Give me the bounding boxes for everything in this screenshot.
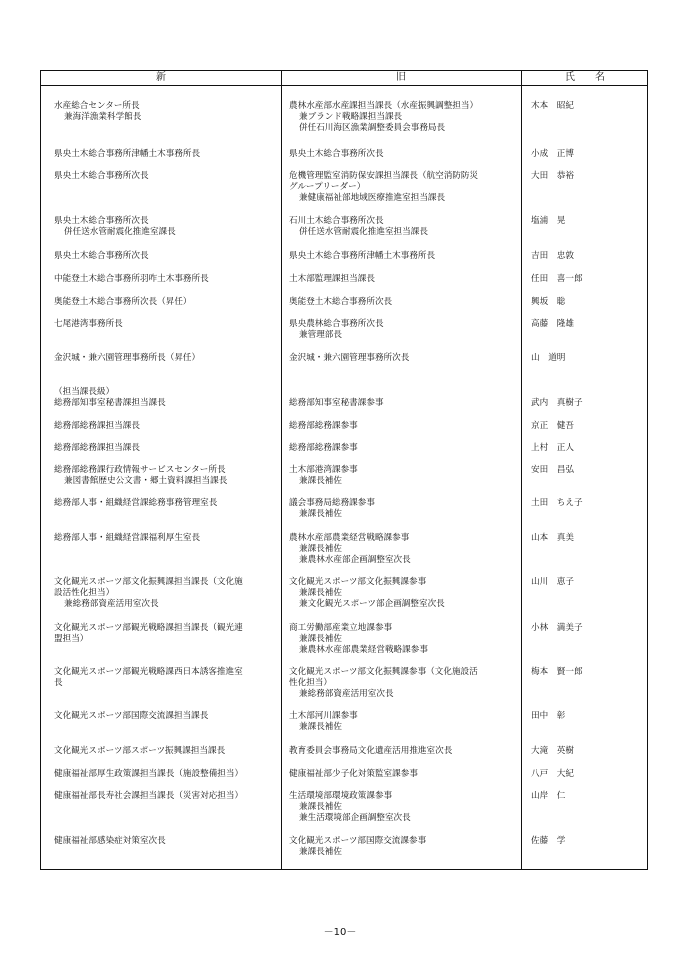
- old-position-line: 兼健康福祉部地域医療推進室担当課長: [299, 193, 446, 203]
- person-name-line: 大田 恭裕: [531, 171, 574, 181]
- old-position-line: 文化観光スポーツ部文化振興課参事（文化施設活: [289, 667, 478, 677]
- person-name: [531, 297, 641, 308]
- new-position: [54, 577, 280, 610]
- new-position-line: 水産総合センター所長: [54, 101, 140, 111]
- new-position: [54, 319, 280, 330]
- person-name-line: 上村 正人: [531, 443, 574, 453]
- new-position-line: 兼総務部資産活用室次長: [64, 599, 159, 609]
- old-position-line: 兼管理部長: [299, 330, 342, 340]
- old-position-line: 兼生活環境部企画調整室次長: [299, 813, 411, 823]
- old-position: [289, 387, 517, 409]
- old-position-line: 兼課長補佐: [299, 847, 342, 857]
- person-name: [531, 836, 641, 847]
- new-position: [54, 533, 280, 544]
- old-position-line: 兼課長補佐: [299, 588, 342, 598]
- old-position-line: 併任石川海区漁業調整委員会事務局長: [299, 123, 446, 133]
- person-name: [531, 623, 641, 634]
- person-name-line: 佐藤 学: [531, 836, 566, 846]
- header-old: 旧: [396, 72, 406, 83]
- new-position: [54, 171, 280, 182]
- new-position: [54, 421, 280, 432]
- person-name-line: 山 道明: [531, 353, 566, 363]
- person-name-line: 梅本 賢一郎: [531, 667, 583, 677]
- person-name: [531, 101, 641, 112]
- new-position: [54, 711, 280, 722]
- personnel-table: [40, 70, 648, 870]
- person-name-line: 大滝 英樹: [531, 746, 574, 756]
- old-position-line: 兼課長補佐: [299, 634, 342, 644]
- person-name-line: 小成 正博: [531, 149, 574, 159]
- new-position-line: 兼海洋漁業科学館長: [64, 112, 142, 122]
- old-position: [289, 465, 517, 487]
- old-position-line: 兼課長補佐: [299, 509, 342, 519]
- person-name: [531, 711, 641, 722]
- old-position-line: 健康福祉部少子化対策監室課参事: [289, 769, 418, 779]
- old-position-line: 生活環境部環境政策課参事: [289, 791, 393, 801]
- old-position-line: 奥能登土木総合事務所次長: [289, 297, 393, 307]
- person-name: [531, 791, 641, 802]
- new-position: [54, 498, 280, 509]
- new-position-line: 長: [54, 678, 63, 688]
- person-name-line: 高藤 隆雄: [531, 319, 574, 329]
- person-name-line: 武内 真樹子: [531, 398, 583, 408]
- person-name: [531, 465, 641, 476]
- old-position-line: 兼総務部資産活用室次長: [299, 689, 394, 699]
- new-position-line: 文化観光スポーツ部観光戦略課西日本誘客推進室: [54, 667, 243, 677]
- person-name: [531, 667, 641, 678]
- new-position-line: 文化観光スポーツ部文化振興課担当課長（文化施: [54, 577, 243, 587]
- old-position-line: 兼文化観光スポーツ部企画調整室次長: [299, 599, 445, 609]
- new-position-line: 総務部人事・組織経営課総務事務管理室長: [54, 498, 218, 508]
- old-position: [289, 769, 517, 780]
- new-position-line: 文化観光スポーツ部観光戦略課担当課長（観光連: [54, 623, 243, 633]
- new-position: [54, 791, 280, 802]
- person-name: [531, 216, 641, 227]
- person-name: [531, 769, 641, 780]
- old-position-line: 危機管理監室消防保安課担当課長（航空消防防災: [289, 171, 479, 181]
- old-position: [289, 836, 517, 858]
- old-position-line: 県央土木総合事務所次長: [289, 149, 384, 159]
- old-position: [289, 251, 517, 262]
- new-position-line: 金沢城・兼六園管理事務所長（昇任）: [54, 353, 201, 363]
- column-divider: [281, 71, 282, 869]
- person-name-line: [531, 387, 641, 398]
- person-name: [531, 746, 641, 757]
- old-position-line: 農林水産部水産課担当課長（水産振興調整担当）: [289, 101, 479, 111]
- old-position: [289, 149, 517, 160]
- new-position-line: 文化観光スポーツ部スポーツ振興課担当課長: [54, 746, 226, 756]
- old-position-line: [289, 387, 517, 398]
- old-position-line: 商工労働部産業立地課参事: [289, 623, 393, 633]
- old-position-line: 教育委員会事務局文化遺産活用推進室次長: [289, 746, 453, 756]
- old-position-line: 県央農林総合事務所次長: [289, 319, 384, 329]
- old-position-line: 兼課長補佐: [299, 476, 342, 486]
- old-position: [289, 101, 517, 134]
- person-name-line: 山川 恵子: [531, 577, 574, 587]
- new-position: [54, 667, 280, 689]
- person-name-line: 興坂 聡: [531, 297, 566, 307]
- person-name-line: 田中 彰: [531, 711, 566, 721]
- old-position: [289, 577, 517, 610]
- new-position-line: 総務部総務課担当課長: [54, 421, 140, 431]
- new-position-line: 奥能登土木総合事務所次長（昇任）: [54, 297, 192, 307]
- person-name-line: 任田 喜一郎: [531, 274, 583, 284]
- new-position-line: （担当課長級）: [54, 387, 115, 397]
- old-position-line: 農林水産部農業経営戦略課参事: [289, 533, 410, 543]
- new-position-line: 併任送水管耐震化推進室課長: [64, 227, 176, 237]
- person-name: [531, 251, 641, 262]
- new-position-line: 盟担当）: [54, 634, 89, 644]
- person-name-line: 土田 ちえ子: [531, 498, 583, 508]
- person-name: [531, 533, 641, 544]
- person-name-line: 吉田 忠敦: [531, 251, 574, 261]
- old-position: [289, 421, 517, 432]
- new-position-line: 県央土木総合事務所次長: [54, 171, 149, 181]
- person-name: [531, 421, 641, 432]
- person-name: [531, 149, 641, 160]
- old-position: [289, 533, 517, 566]
- new-position: [54, 443, 280, 454]
- old-position: [289, 297, 517, 308]
- old-position-line: 土木部河川課参事: [289, 711, 358, 721]
- new-position-line: 総務部総務課行政情報サービスセンター所長: [54, 465, 226, 475]
- old-position: [289, 791, 517, 824]
- person-name: [531, 353, 641, 364]
- new-position-line: 県央土木総合事務所次長: [54, 216, 149, 226]
- new-position: [54, 101, 280, 123]
- old-position-line: 議会事務局総務課参事: [289, 498, 375, 508]
- new-position: [54, 465, 280, 487]
- new-position-line: 兼図書館歴史公文書・郷土資料課担当課長: [64, 476, 228, 486]
- new-position: [54, 623, 280, 645]
- person-name-line: 山本 真美: [531, 533, 574, 543]
- person-name: [531, 171, 641, 182]
- old-position: [289, 443, 517, 454]
- old-position: [289, 216, 517, 238]
- new-position-line: 県央土木総合事務所津幡土木事務所長: [54, 149, 201, 159]
- page-number: －10－: [323, 927, 357, 938]
- person-name: [531, 443, 641, 454]
- person-name-line: 塩浦 晃: [531, 216, 566, 226]
- person-name-line: 小林 満美子: [531, 623, 583, 633]
- person-name: [531, 498, 641, 509]
- old-position: [289, 667, 517, 700]
- old-position-line: 性化担当）: [289, 678, 332, 688]
- old-position: [289, 498, 517, 520]
- person-name: [531, 319, 641, 330]
- old-position-line: 兼課長補佐: [299, 722, 342, 732]
- column-divider: [521, 71, 522, 869]
- new-position-line: 健康福祉部長寿社会課担当課長（災害対応担当）: [54, 791, 244, 801]
- old-position-line: 総務部総務課参事: [289, 421, 358, 431]
- new-position-line: 設活性化担当）: [54, 588, 115, 598]
- person-name-line: 山岸 仁: [531, 791, 566, 801]
- new-position-line: 県央土木総合事務所次長: [54, 251, 149, 261]
- old-position-line: 兼課長補佐: [299, 544, 342, 554]
- old-position-line: 兼農林水産部農業経営戦略課参事: [299, 645, 428, 655]
- old-position-line: 石川土木総合事務所次長: [289, 216, 384, 226]
- old-position-line: 文化観光スポーツ部文化振興課参事: [289, 577, 427, 587]
- new-position-line: 文化観光スポーツ部国際交流課担当課長: [54, 711, 209, 721]
- new-position: [54, 251, 280, 262]
- new-position: [54, 746, 280, 757]
- old-position-line: 兼ブランド戦略課担当課長: [299, 112, 403, 122]
- new-position-line: 総務部人事・組織経営課福利厚生室長: [54, 533, 201, 543]
- old-position: [289, 319, 517, 341]
- new-position: [54, 297, 280, 308]
- old-position-line: 総務部総務課参事: [289, 443, 358, 453]
- new-position-line: 健康福祉部厚生政策課担当課長（施設整備担当）: [54, 769, 244, 779]
- old-position: [289, 274, 517, 285]
- table-header: [41, 71, 647, 86]
- person-name-line: 安田 昌弘: [531, 465, 574, 475]
- new-position-line: 総務部知事室秘書課担当課長: [54, 398, 166, 408]
- new-position-line: 七尾港湾事務所長: [54, 319, 123, 329]
- new-position-line: 総務部総務課担当課長: [54, 443, 140, 453]
- old-position-line: 県央土木総合事務所津幡土木事務所長: [289, 251, 436, 261]
- old-position: [289, 171, 517, 204]
- old-position: [289, 353, 517, 364]
- new-position-line: 健康福祉部感染症対策室次長: [54, 836, 166, 846]
- person-name-line: 木本 昭紀: [531, 101, 574, 111]
- new-position: [54, 353, 280, 364]
- header-name: 氏 名: [565, 72, 605, 83]
- old-position-line: 土木部港湾課参事: [289, 465, 358, 475]
- old-position-line: 併任送水管耐震化推進室担当課長: [299, 227, 428, 237]
- old-position-line: 総務部知事室秘書課参事: [289, 398, 384, 408]
- new-position: [54, 387, 280, 409]
- new-position: [54, 274, 280, 285]
- old-position-line: 土木部監理課担当課長: [289, 274, 375, 284]
- person-name-line: 京正 健吾: [531, 421, 574, 431]
- person-name: [531, 387, 641, 409]
- person-name-line: 八戸 大紀: [531, 769, 574, 779]
- old-position-line: 文化観光スポーツ部国際交流課参事: [289, 836, 427, 846]
- new-position: [54, 769, 280, 780]
- header-new: 新: [156, 72, 166, 83]
- old-position: [289, 711, 517, 733]
- old-position-line: 兼課長補佐: [299, 802, 342, 812]
- new-position: [54, 216, 280, 238]
- old-position-line: グループリーダー）: [289, 182, 366, 192]
- new-position: [54, 149, 280, 160]
- person-name: [531, 577, 641, 588]
- new-position: [54, 836, 280, 847]
- old-position-line: 金沢城・兼六園管理事務所次長: [289, 353, 410, 363]
- person-name: [531, 274, 641, 285]
- old-position: [289, 746, 517, 757]
- new-position-line: 中能登土木総合事務所羽咋土木事務所長: [54, 274, 209, 284]
- old-position: [289, 623, 517, 656]
- old-position-line: 兼農林水産部企画調整室次長: [299, 555, 411, 565]
